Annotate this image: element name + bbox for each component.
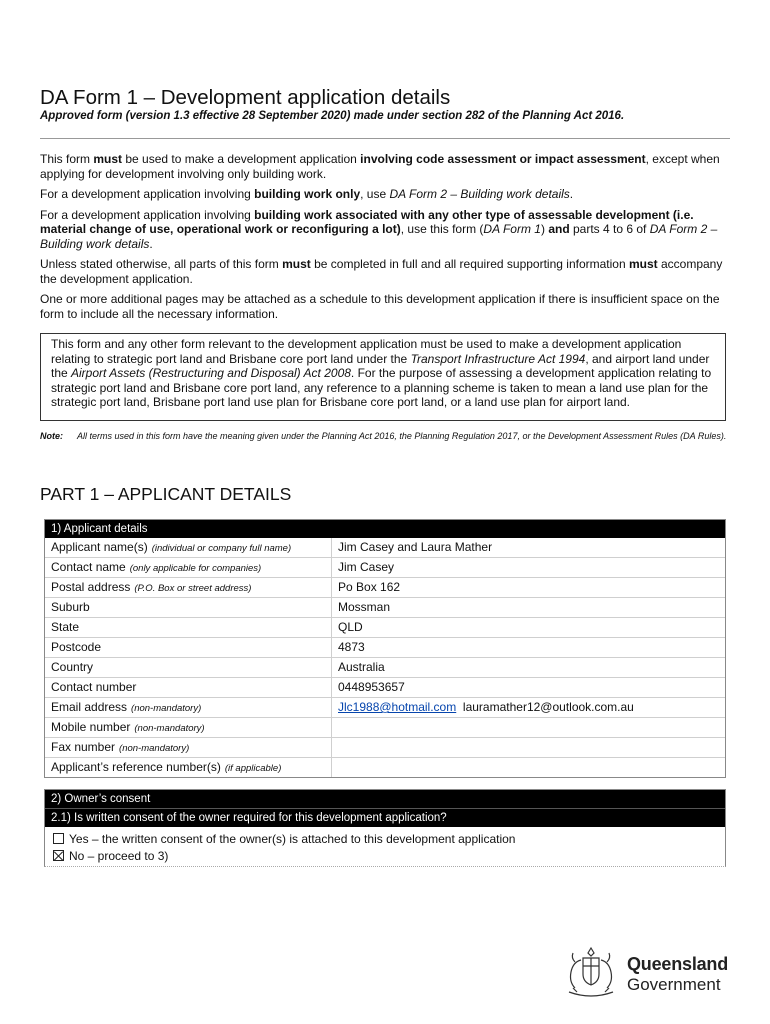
table-row xyxy=(45,538,725,557)
intro-paragraph-1 xyxy=(40,152,730,181)
field-label-text: Contact name xyxy=(51,560,126,574)
applicant-details-table xyxy=(44,519,726,778)
field-label-text: State xyxy=(51,620,80,634)
field-label xyxy=(45,598,332,617)
field-value[interactable] xyxy=(332,678,725,697)
email-secondary: lauramather12@outlook.com.au xyxy=(462,700,634,714)
field-label xyxy=(45,658,332,677)
field-label-text: Fax number xyxy=(51,740,116,754)
section-header-applicant-details: 1) Applicant details xyxy=(45,520,725,538)
consent-options xyxy=(45,827,725,866)
field-label xyxy=(45,538,332,557)
intro-paragraph-2 xyxy=(40,187,730,202)
field-value-text: 4873 xyxy=(338,640,365,654)
text-italic: Transport Infrastructure Act 1994 xyxy=(410,351,586,366)
text-bold: must xyxy=(282,257,311,271)
logo-line-1: Queensland xyxy=(627,954,729,974)
text-italic: DA Form 2 – Building work details xyxy=(40,222,718,251)
field-hint: (only applicable for companies) xyxy=(129,563,262,574)
field-label-text: Applicant name(s) xyxy=(51,540,148,554)
field-value[interactable] xyxy=(332,598,725,617)
text-italic: DA Form 1 xyxy=(483,222,541,236)
field-label-text: Postcode xyxy=(51,640,102,654)
text-bold: must xyxy=(628,257,658,271)
table-row xyxy=(45,757,725,777)
consent-option[interactable] xyxy=(45,830,725,847)
owners-consent-question: 2.1) Is written consent of the owner required for this development application? xyxy=(45,808,725,827)
text-bold: building work only xyxy=(254,187,361,201)
field-label xyxy=(45,678,332,697)
owners-consent-table xyxy=(44,789,726,867)
table-row xyxy=(45,657,725,677)
field-value-text: Jim Casey xyxy=(338,560,395,574)
table-row xyxy=(45,677,725,697)
table-row xyxy=(45,577,725,597)
checkbox-icon[interactable] xyxy=(53,833,64,844)
email-link[interactable]: Jlc1988@hotmail.com xyxy=(338,700,457,714)
text: Unless stated otherwise, all parts of this form xyxy=(40,257,283,271)
field-value[interactable] xyxy=(332,578,725,597)
field-label xyxy=(45,698,332,717)
coat-of-arms-icon xyxy=(561,944,621,1000)
field-label-text: Suburb xyxy=(51,600,90,614)
field-label-text: Country xyxy=(51,660,94,674)
text: , and airport land under the xyxy=(51,351,710,380)
consent-option-label: No – proceed to 3) xyxy=(69,848,169,863)
field-value-text: 0448953657 xyxy=(338,680,405,694)
field-label xyxy=(45,718,332,737)
intro-paragraph-4 xyxy=(40,257,730,286)
text: ) xyxy=(540,222,549,236)
note-text: All terms used in this form have the meaning given under the Planning Act 2016, the Planning Regulation 2017, or the Development Assessment Rules (DA Rules). xyxy=(77,431,727,441)
text: , use xyxy=(360,187,390,201)
field-hint: (non-mandatory) xyxy=(134,723,205,734)
title-divider xyxy=(40,138,730,139)
port-land-notice-box xyxy=(40,333,726,421)
section-header-owners-consent: 2) Owner’s consent xyxy=(45,790,725,808)
logo-line-2: Government xyxy=(627,975,721,994)
note-label: Note: xyxy=(40,431,63,441)
field-value-text: Po Box 162 xyxy=(338,580,401,594)
table-row xyxy=(45,717,725,737)
table-row xyxy=(45,557,725,577)
table-row xyxy=(45,737,725,757)
text: . For the purpose of assessing a development application relating to strategic port land and Brisbane core port land, any reference to a planning scheme is taken to mean a land use plan for the strategic port land, Brisbane port land use plan for Brisbane core port land, or a land use plan for airport land. xyxy=(51,366,712,409)
checked-checkbox-icon[interactable] xyxy=(53,850,64,861)
field-value-text: Australia xyxy=(338,660,385,674)
field-hint: (individual or company full name) xyxy=(151,543,292,554)
field-label-text: Email address xyxy=(51,700,128,714)
text: This form xyxy=(40,152,94,166)
field-value[interactable] xyxy=(332,618,725,637)
table-row xyxy=(45,597,725,617)
field-value-text: Jim Casey and Laura Mather xyxy=(338,540,493,554)
field-label xyxy=(45,618,332,637)
text: parts 4 to 6 of xyxy=(569,222,650,236)
page-subtitle: Approved form (version 1.3 effective 28 September 2020) made under section 282 of the Planning Act 2016. xyxy=(40,110,625,122)
field-label xyxy=(45,558,332,577)
field-label xyxy=(45,578,332,597)
intro-paragraph-3 xyxy=(40,208,730,252)
text: accompany the development application. xyxy=(40,257,723,286)
field-label xyxy=(45,758,332,777)
text-bold: and xyxy=(548,222,570,236)
field-label-text: Applicant’s reference number(s) xyxy=(51,760,221,774)
text-italic: Airport Assets (Restructuring and Disposal) Act 2008 xyxy=(71,366,351,380)
field-label-text: Mobile number xyxy=(51,720,131,734)
text: This form and any other form relevant to the development application must be used to make a development application relating to strategic port land and Brisbane core port land under the xyxy=(51,337,682,366)
field-value[interactable] xyxy=(332,738,725,757)
field-value-text: QLD xyxy=(338,620,363,634)
page-title: DA Form 1 – Development application details xyxy=(40,86,451,109)
intro-section xyxy=(40,152,730,327)
field-value[interactable] xyxy=(332,538,725,557)
field-label xyxy=(45,638,332,657)
field-value[interactable] xyxy=(332,558,725,577)
text: For a development application involving xyxy=(40,187,255,201)
field-value[interactable] xyxy=(332,638,725,657)
field-value-text: Mossman xyxy=(338,600,391,614)
text: , except when applying for development involving only building work. xyxy=(40,152,720,181)
consent-option[interactable] xyxy=(45,847,725,864)
field-hint: (if applicable) xyxy=(224,763,282,774)
field-value[interactable] xyxy=(332,698,725,717)
field-hint: (non-mandatory) xyxy=(119,743,190,754)
text-bold: building work associated with any other type of assessable development (i.e. material change of use, operational work or reconfiguring a lot) xyxy=(40,207,694,236)
text: . xyxy=(149,236,153,251)
text: be used to make a development application xyxy=(122,152,361,166)
text-bold: must xyxy=(93,152,123,166)
intro-paragraph-5: One or more additional pages may be attached as a schedule to this development application if there is insufficient space on the form to include all the necessary information. xyxy=(40,292,720,321)
text-bold: involving code assessment or impact assessment xyxy=(360,152,646,166)
field-value[interactable] xyxy=(332,658,725,677)
field-value[interactable] xyxy=(332,758,725,777)
field-label-text: Contact number xyxy=(51,680,137,694)
queensland-government-logo xyxy=(561,944,737,1000)
field-hint: (non-mandatory) xyxy=(131,703,202,714)
field-label-text: Postal address xyxy=(51,580,131,594)
part-1-title: PART 1 – APPLICANT DETAILS xyxy=(40,484,292,504)
text: , use this form ( xyxy=(400,222,484,236)
text-italic: DA Form 2 – Building work details xyxy=(389,187,570,201)
table-row xyxy=(45,697,725,717)
text: . xyxy=(569,187,574,201)
text: For a development application involving xyxy=(40,207,255,222)
table-row xyxy=(45,637,725,657)
text: be completed in full and all required supporting information xyxy=(310,257,629,271)
consent-option-label: Yes – the written consent of the owner(s) is attached to this development application xyxy=(69,831,516,846)
field-hint: (P.O. Box or street address) xyxy=(134,583,252,594)
field-label xyxy=(45,738,332,757)
note xyxy=(40,431,730,442)
field-value[interactable] xyxy=(332,718,725,737)
applicant-rows xyxy=(45,538,725,777)
table-row xyxy=(45,617,725,637)
